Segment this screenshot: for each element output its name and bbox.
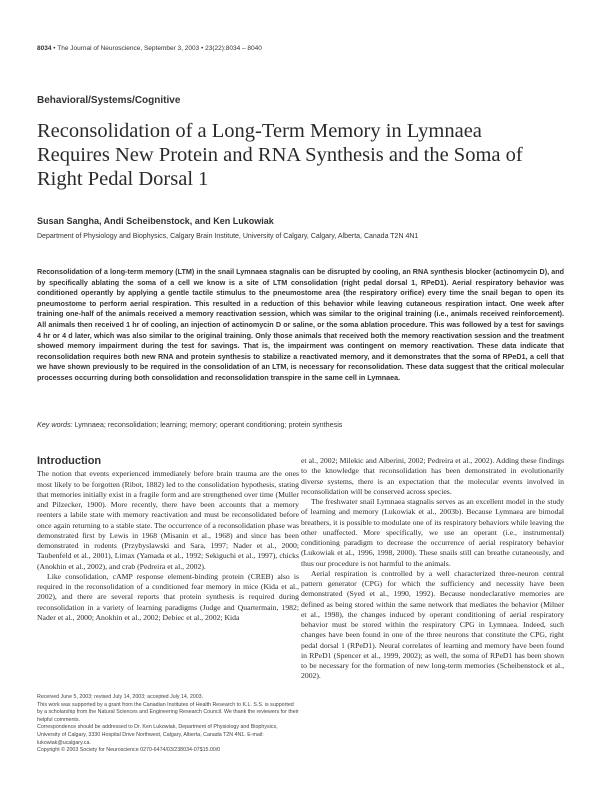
section-label: Behavioral/Systems/Cognitive xyxy=(37,95,181,106)
footnote-received: Received June 5, 2003; revised July 14, 2003; accepted July 14, 2003. xyxy=(37,694,204,700)
title-line-2: Requires New Protein and RNA Synthesis and the Soma of xyxy=(37,144,523,166)
affiliation: Department of Physiology and Biophysics, Calgary Brain Institute, University of Calgary, Calgary, Alberta, Canada T2N 4N1 xyxy=(37,233,419,240)
journal-info: • The Journal of Neuroscience, September 3, 2003 • 23(22):8034 – 8040 xyxy=(53,45,262,52)
footnotes xyxy=(37,694,299,755)
title-line-3: Right Pedal Dorsal 1 xyxy=(37,168,209,190)
right-paragraph-1: et al., 2002; Milekic and Alberini, 2002; Pedreira et al., 2002). Adding these findings to the knowledge that reconsolidation has been demonstrated in evolutionarily diverse systems, there is an expectation that the molecular events involved in reconsolidation will be conserved across species. xyxy=(301,456,564,496)
intro-paragraph-2: Like consolidation, cAMP response element-binding protein (CREB) also is required in the reconsolidation of a conditioned fear memory in mice (Kida et al., 2002), and there are several reports that protein synthesis is required during reconsolidation in a variety of learning paradigms (Judge and Quartermain, 1982; Nader et al., 2000; Anokhin et al., 2002; Debiec et al., 2002; Kida xyxy=(37,571,299,622)
footnote-correspondence: Correspondence should be addressed to Dr. Ken Lukowiak, Department of Physiology and Biophysics, University of Calgary, 3330 Hospital Drive Northwest, Calgary, Alberta, Canada T2N 4N1. E-mail: lukowiak@ucalgary.ca. xyxy=(37,724,278,746)
running-head xyxy=(37,45,262,52)
authors: Susan Sangha, Andi Scheibenstock, and Ken Lukowiak xyxy=(37,216,274,226)
right-column xyxy=(301,456,564,682)
abstract-text: Reconsolidation of a long-term memory (LTM) in the snail Lymnaea stagnalis can be disrupted by cooling, an RNA synthesis blocker (actinomycin D), and by specifically ablating the soma of a cell we know is a site of LTM consolidation (right pedal dorsal 1, RPeD1). Aerial respiratory behavior was conditioned operantly by applying a gentle tactile stimulus to the pneumostome area (the respiratory orifice) every time the snail began to open its pneumostome to perform aerial respiration. This resulted in a reduction of this behavior while leaving cutaneous respiration intact. One week after training one-half of the animals received a memory reactivation session, which was similar to the original training (i.e., animals received reinforcement). All animals then received 1 hr of cooling, an injection of actinomycin D or saline, or the soma ablation procedure. This was followed by a test for savings 4 hr or 4 d later, which was also similar to the original training. Only those animals that received both the memory reactivation session and the treatment showed memory impairment during the test for savings. That is, the impairment was contingent on memory reactivation. These data indicate that reconsolidation requires both new RNA and protein synthesis to stabilize a reactivated memory, and it demonstrates that the soma of RPeD1, a cell that we have shown previously to be required in the consolidation of an LTM, is necessary for reconsolidation. These data suggest that the critical molecular processes occurring during both consolidation and reconsolidation transpire in the same cell in Lymnaea. xyxy=(37,267,564,382)
keywords xyxy=(37,420,342,429)
footnote-copyright: Copyright © 2003 Society for Neuroscience 0270-6474/03/238034-07$15.00/0 xyxy=(37,747,221,754)
intro-paragraph-1: The notion that events experienced immediately before brain trauma are the ones most likely to be forgotten (Ribot, 1882) led to the consolidation hypothesis, stating that memories initially exist in a fragile form and are strengthened over time (Muller and Pilzecker, 1900). More recently, there have been accounts that a memory reenters a labile state with memory reactivation and must be reconsolidated before once again returning to a stable state. The occurrence of a reconsolidation phase was demonstrated first by Lewis in 1968 (Misanin et al., 1968) and since has been demonstrated in rodents (Przybyslawski and Sara, 1997; Nader et al., 2000; Taubenfeld et al., 2001), Limax (Yamada et al., 1992; Sekiguchi et al., 1997), chicks (Anokhin et al., 2002), and crab (Pedreira et al., 2002). xyxy=(37,469,299,571)
footnote-funding: This work was supported by a grant from the Canadian Institutes of Health Research to K.L. S.S. is supported by a scholarship from the Natural Sciences and Engineering Research Council. We thank the reviewers for their helpful comments. xyxy=(37,701,299,723)
right-paragraph-2: The freshwater snail Lymnaea stagnalis serves as an excellent model in the study of learning and memory (Lukowiak et al., 2003b). Because Lymnaea are bimodal breathers, it is possible to modulate one of its respiratory behaviors while leaving the other unaffected. More specifically, we use an operant (i.e., instrumental) conditioning paradigm to decrease the occurrence of aerial respiratory behavior (Lukowiak et al., 1996, 1998, 2000). These snails still can breathe cutaneously, and thus our procedure is not harmful to the animals. xyxy=(301,497,564,568)
intro-heading: Introduction xyxy=(37,455,102,467)
abstract xyxy=(37,267,564,384)
title-line-1: Reconsolidation of a Long-Term Memory in Lymnaea xyxy=(37,120,482,142)
left-column xyxy=(37,456,299,623)
article-title xyxy=(37,119,577,191)
right-paragraph-3: Aerial respiration is controlled by a well characterized three-neuron central pattern generator (CPG) for which the sufficiency and necessity have been demonstrated (Syed et al., 1990, 1992). Because nondeclarative memories are defined as being stored within the same network that mediates the behavior (Milner et al., 1998), the changes induced by operant conditioning of aerial respiratory behavior must be stored within the respiratory CPG in Lymnaea. Indeed, such changes have been found in one of the three neurons that constitute the CPG, right pedal dorsal 1 (RPeD1). Neural correlates of learning and memory have been found in RPeD1 (Spencer et al., 1999, 2002); as well, the soma of RPeD1 has been shown to be necessary for the formation of new long-term memories (Scheibenstock et al., 2002). xyxy=(301,568,564,681)
page-number: 8034 xyxy=(37,45,52,52)
keywords-text: Lymnaea; reconsolidation; learning; memory; operant conditioning; protein synthesis xyxy=(74,420,343,429)
keywords-label: Key words: xyxy=(37,420,73,429)
